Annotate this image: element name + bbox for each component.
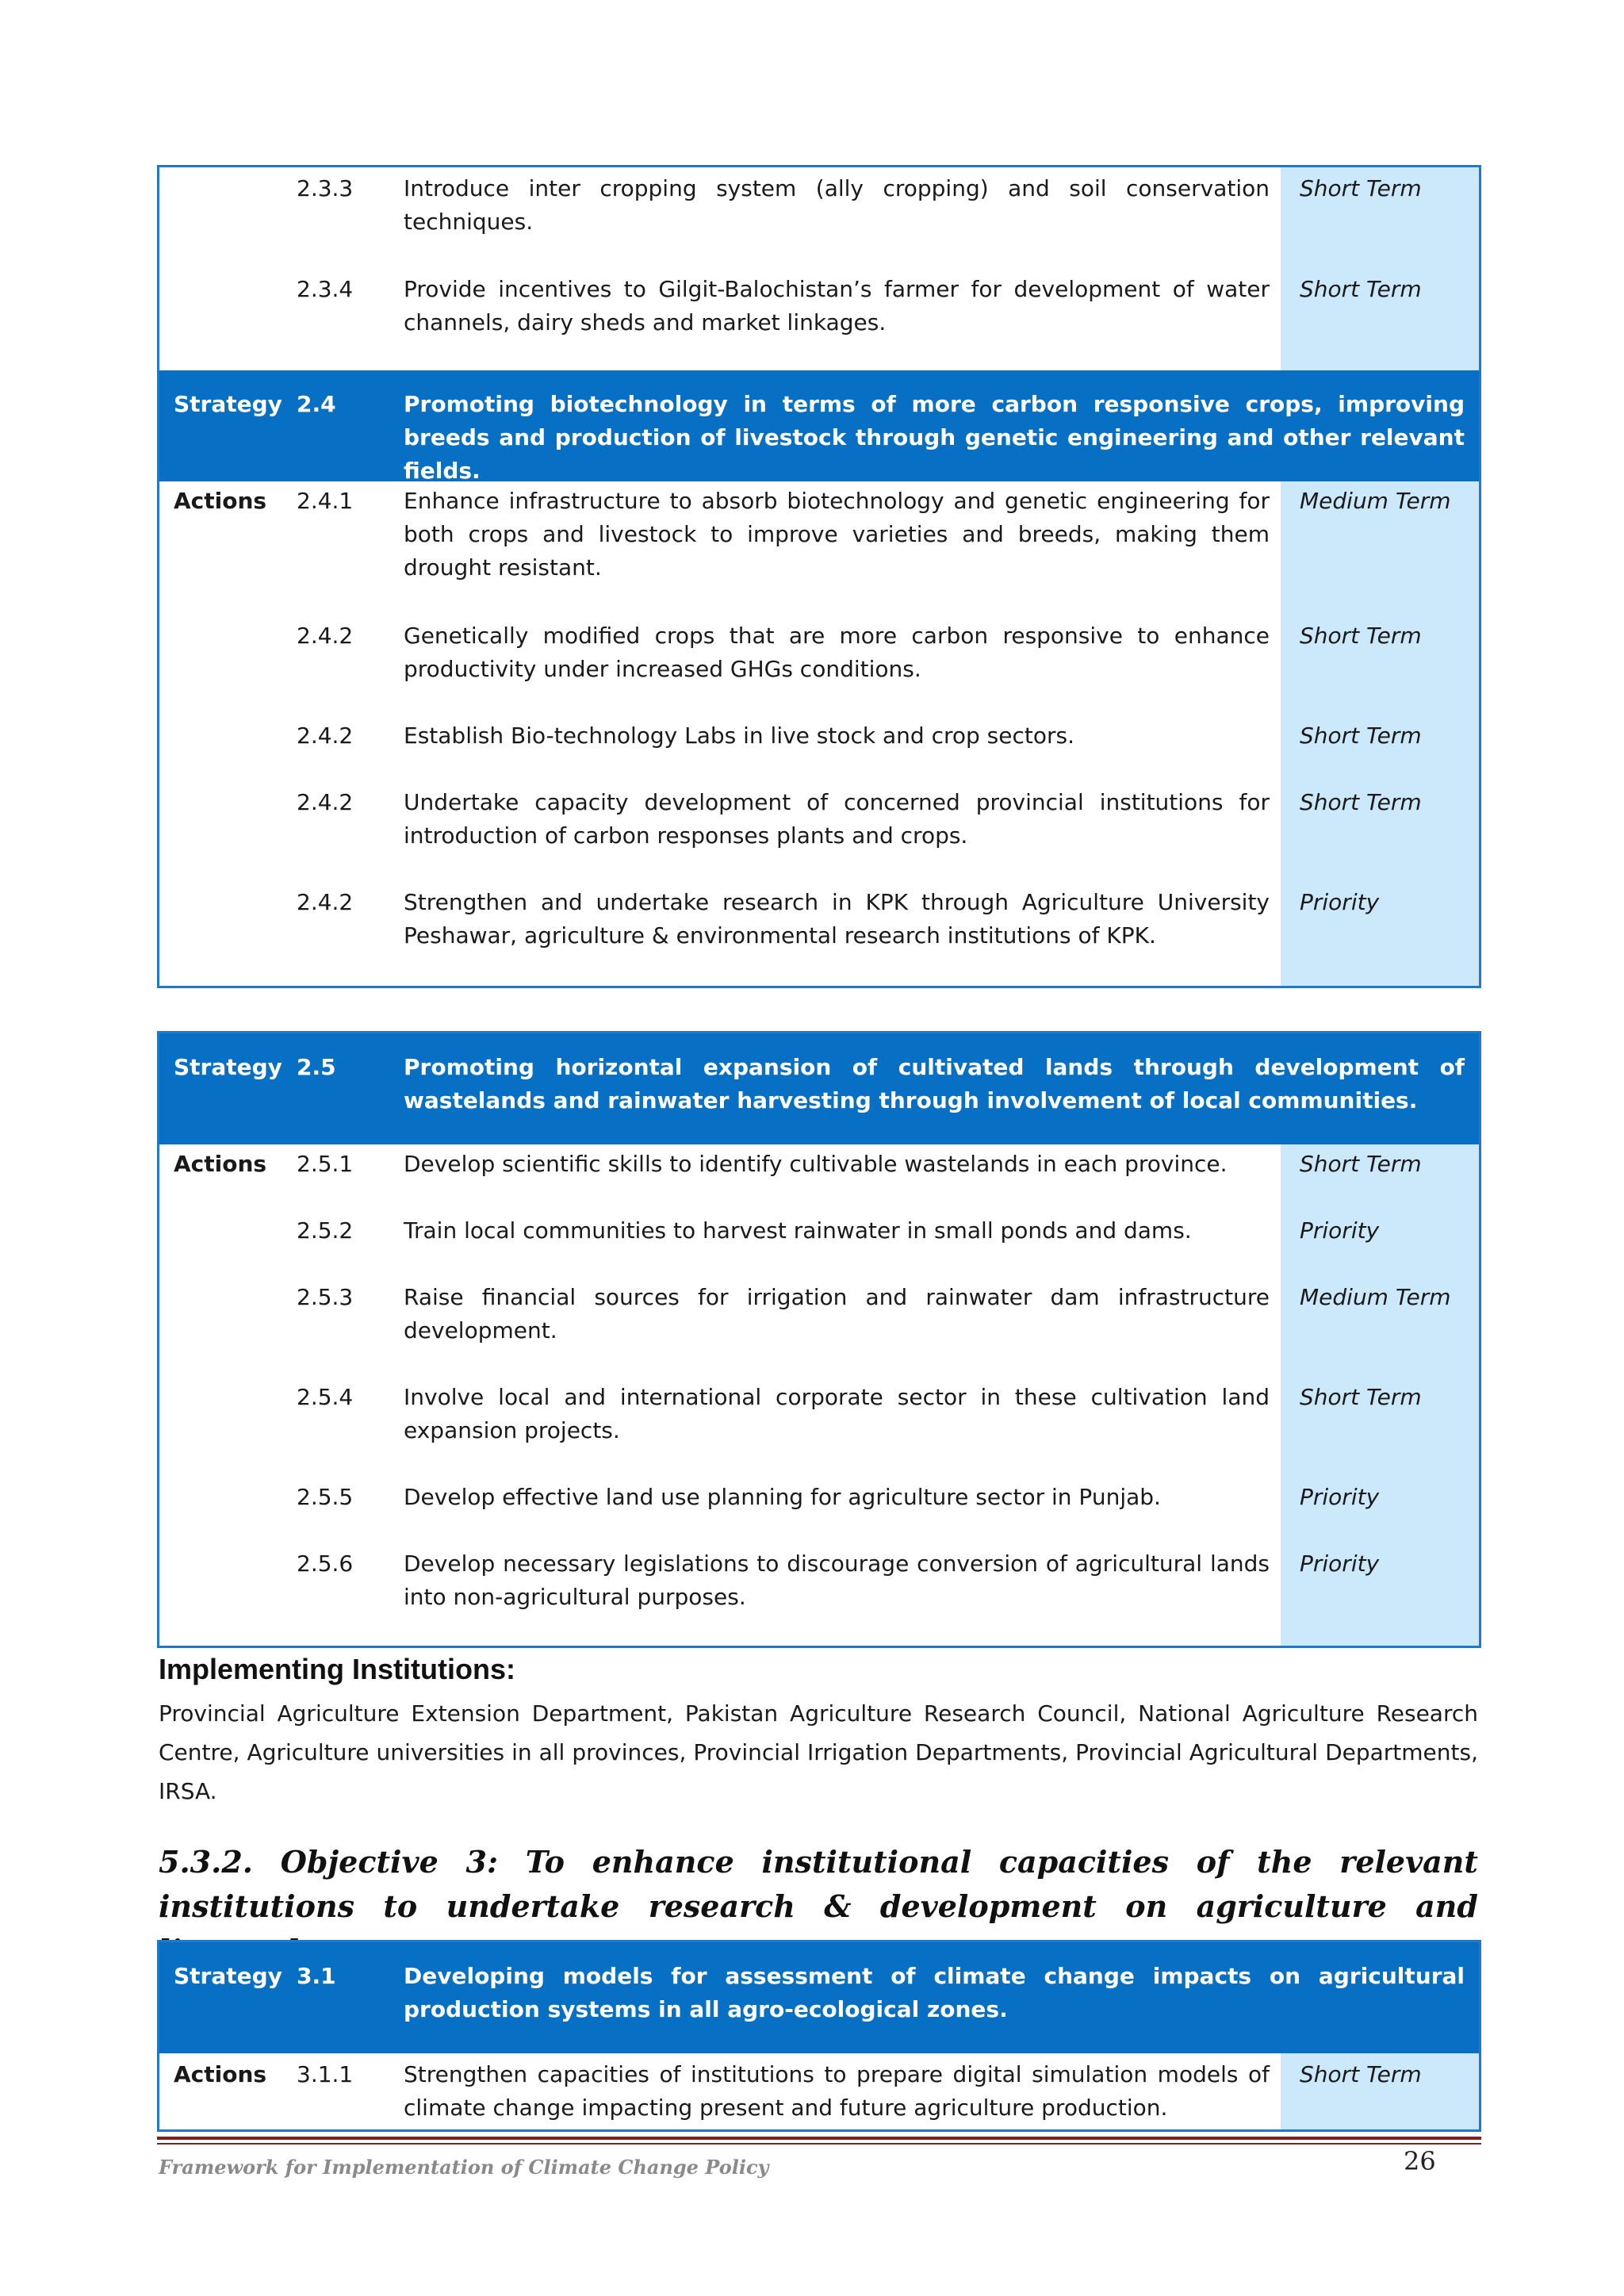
strategy-label: Strategy — [174, 1054, 282, 1080]
strategy-header-row — [159, 370, 1479, 484]
action-text: Involve local and international corporate sector in these cultivation land expansion projects. — [404, 1384, 1270, 1443]
strategy-label: Strategy — [174, 391, 282, 417]
table-row — [159, 1547, 1479, 1614]
strategy-table-3-1 — [157, 1940, 1481, 2132]
action-term: Short Term — [1300, 276, 1422, 302]
action-text: Develop scientific skills to identify cultivable wastelands in each province. — [404, 1151, 1228, 1177]
strategy-number: 3.1 — [297, 1963, 336, 1989]
footer-title: Framework for Implementation of Climate Change Policy — [159, 2156, 769, 2179]
footer-rule — [157, 2137, 1481, 2140]
table-row — [159, 886, 1479, 953]
action-number: 2.4.2 — [297, 889, 354, 915]
action-number: 2.3.3 — [297, 175, 354, 201]
action-text: Strengthen capacities of institutions to prepare digital simulation models of climate change impacting present and future agriculture production. — [404, 2061, 1270, 2121]
action-number: 2.4.2 — [297, 723, 354, 749]
action-number: 2.5.5 — [297, 1484, 354, 1510]
action-term: Short Term — [1300, 2061, 1422, 2087]
strategy-table-2-4 — [157, 165, 1481, 988]
action-term: Priority — [1300, 1484, 1380, 1510]
action-text: Develop necessary legislations to discourage conversion of agricultural lands into non-agricultural purposes. — [404, 1550, 1270, 1610]
strategy-text: Promoting biotechnology in terms of more carbon responsive crops, improving breeds and production of livestock through genetic engineering and other relevant fields. — [404, 391, 1465, 484]
action-text: Introduce inter cropping system (ally cropping) and soil conservation techniques. — [404, 175, 1270, 235]
table-row — [159, 273, 1479, 339]
strategy-number: 2.5 — [297, 1054, 336, 1080]
action-text: Genetically modified crops that are more carbon responsive to enhance productivity under increased GHGs conditions. — [404, 623, 1270, 682]
table-row — [159, 1148, 1479, 1181]
table-row — [159, 1214, 1479, 1248]
action-text: Raise financial sources for irrigation and rainwater dam infrastructure development. — [404, 1284, 1270, 1343]
table-row — [159, 786, 1479, 853]
actions-label: Actions — [174, 1151, 267, 1177]
implementing-institutions-heading: Implementing Institutions: — [159, 1653, 515, 1685]
strategy-text: Promoting horizontal expansion of cultivated lands through development of wastelands and rainwater harvesting through involvement of local communities. — [404, 1054, 1465, 1114]
action-text: Train local communities to harvest rainwater in small ponds and dams. — [404, 1217, 1192, 1244]
page-number: 26 — [1404, 2146, 1436, 2176]
table-row — [159, 2058, 1479, 2125]
action-term: Short Term — [1300, 1151, 1422, 1177]
table-row — [159, 1281, 1479, 1347]
action-term: Short Term — [1300, 1384, 1422, 1410]
action-number: 2.5.3 — [297, 1284, 354, 1310]
action-term: Short Term — [1300, 175, 1422, 201]
strategy-number: 2.4 — [297, 391, 336, 417]
action-term: Medium Term — [1300, 1284, 1451, 1310]
table-row — [159, 172, 1479, 239]
action-number: 2.5.1 — [297, 1151, 354, 1177]
strategy-header-row — [159, 1942, 1479, 2053]
action-term: Priority — [1300, 1550, 1380, 1577]
action-text: Develop effective land use planning for agriculture sector in Punjab. — [404, 1484, 1161, 1510]
objective-heading: 5.3.2. Objective 3: To enhance institutional capacities of the relevant institutions to undertake research & development on agriculture and — [159, 1844, 1478, 1924]
action-term: Medium Term — [1300, 488, 1451, 514]
action-number: 2.5.2 — [297, 1217, 354, 1244]
action-text: Strengthen and undertake research in KPK through Agriculture University Peshawar, agriculture & environmental research institutions of KPK. — [404, 889, 1270, 949]
action-text: Undertake capacity development of concerned provincial institutions for introduction of carbon responses plants and crops. — [404, 789, 1270, 849]
action-number: 2.4.2 — [297, 623, 354, 649]
action-number: 2.4.1 — [297, 488, 354, 514]
action-text: Establish Bio-technology Labs in live stock and crop sectors. — [404, 723, 1075, 749]
strategy-label: Strategy — [174, 1963, 282, 1989]
strategy-header-row — [159, 1033, 1479, 1144]
action-text: Enhance infrastructure to absorb biotechnology and genetic engineering for both crops and livestock to improve varieties and breeds, making them drought resistant. — [404, 488, 1270, 581]
action-term: Priority — [1300, 1217, 1380, 1244]
implementing-institutions-text: Provincial Agriculture Extension Department, Pakistan Agriculture Research Council, National Agriculture Research Centre, Agriculture universities in all provinces, Provincial Irrigation Departments, Provincial Agricultural Departments, IRSA. — [159, 1700, 1478, 1804]
actions-label: Actions — [174, 2061, 267, 2087]
action-number: 2.5.6 — [297, 1550, 354, 1577]
table-row — [159, 1381, 1479, 1447]
action-term: Short Term — [1300, 623, 1422, 649]
action-term: Short Term — [1300, 789, 1422, 815]
action-number: 2.4.2 — [297, 789, 354, 815]
action-number: 3.1.1 — [297, 2061, 354, 2087]
table-row — [159, 1481, 1479, 1514]
table-row — [159, 719, 1479, 753]
strategy-table-2-5 — [157, 1031, 1481, 1648]
action-number: 2.5.4 — [297, 1384, 354, 1410]
action-number: 2.3.4 — [297, 276, 354, 302]
footer-rule-thin — [157, 2143, 1481, 2145]
action-term: Short Term — [1300, 723, 1422, 749]
action-text: Provide incentives to Gilgit-Balochistan’s farmer for development of water channels, dairy sheds and market linkages. — [404, 276, 1270, 335]
table-row — [159, 619, 1479, 686]
action-term: Priority — [1300, 889, 1380, 915]
actions-label: Actions — [174, 488, 267, 514]
strategy-text: Developing models for assessment of climate change impacts on agricultural production systems in all agro-ecological zones. — [404, 1963, 1465, 2022]
